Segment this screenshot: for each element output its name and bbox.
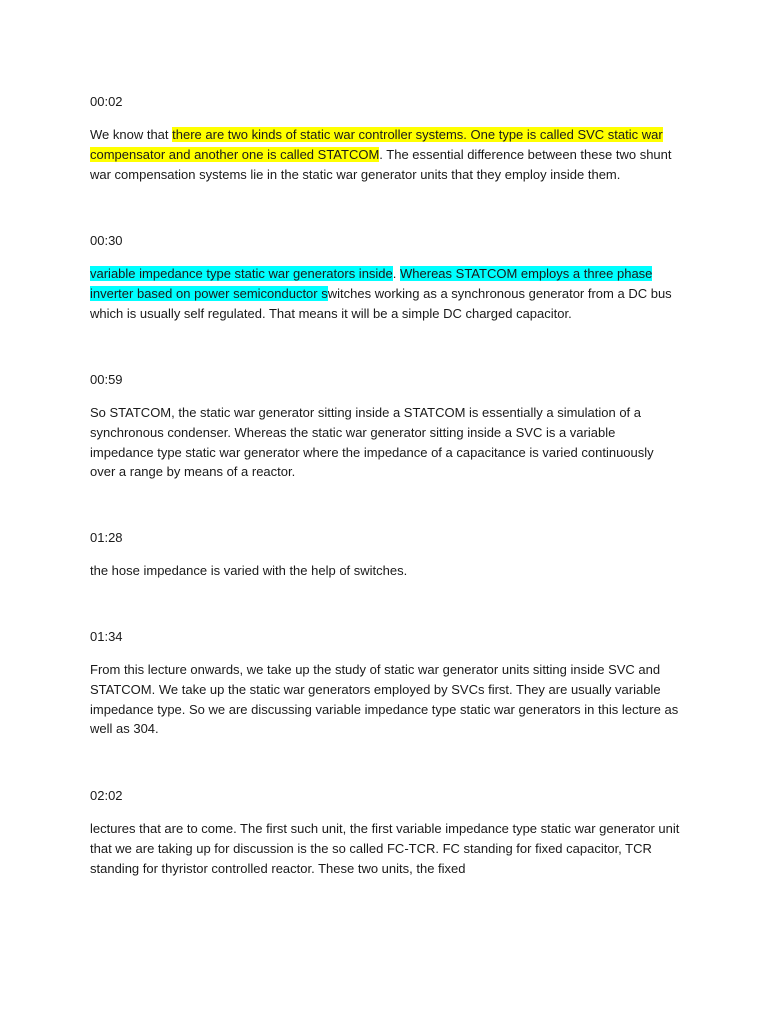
entry-text [90, 819, 680, 878]
timestamp: 00:59 [90, 372, 123, 387]
text-span: So STATCOM, the static war generator sitting inside a STATCOM is essentially a simulation of a synchronous condenser. Whereas the static war generator sitting inside a SVC is a variable impedance type static war generator where the impedance of a capacitance is varied continuously over a range by means of a reactor. [90, 405, 654, 480]
transcript-entry [90, 528, 407, 581]
timestamp: 01:28 [90, 530, 123, 545]
highlighted-text-cyan: variable impedance type static war generators inside [90, 266, 393, 281]
text-span: . The essential difference between these two shunt war compensation systems lie in the static war generator units that they employ inside them. [90, 146, 672, 182]
transcript-entry [90, 786, 680, 878]
text-span: witches working as a synchronous generator from a DC bus which is usually self regulated. That means it will be a simple DC charged capacitor. [90, 285, 672, 321]
entry-text [90, 561, 407, 581]
entry-text [90, 403, 680, 482]
text-span: . [392, 266, 401, 281]
entry-text [90, 660, 680, 739]
timestamp: 00:30 [90, 233, 123, 248]
transcript-entry [90, 627, 680, 739]
text-span: lectures that are to come. The first such unit, the first variable impedance type static war generator unit that we are taking up for discussion is the so called FC-TCR. FC standing for fixed capacitor, TCR standing for thyristor controlled reactor. These two units, the fixed [90, 821, 680, 876]
transcript-entry [90, 231, 680, 323]
text-span: We know that [90, 127, 173, 142]
highlighted-text-cyan: Whereas STATCOM employs a three phase inverter based on power semiconductor s [90, 266, 653, 301]
highlighted-text-yellow: there are two kinds of static war controller systems. One type is called SVC static war compensator and another one is called STATCOM [90, 127, 663, 162]
entry-text [90, 264, 680, 323]
text-span: From this lecture onwards, we take up the study of static war generator units sitting inside SVC and STATCOM. We take up the static war generators employed by SVCs first. They are usually variable impedance type. So we are discussing variable impedance type static war generators in this lecture as well as 304. [90, 662, 679, 737]
timestamp: 00:02 [90, 94, 123, 109]
timestamp: 02:02 [90, 788, 123, 803]
entry-text [90, 125, 680, 184]
transcript-entry [90, 92, 680, 184]
text-span: the hose impedance is varied with the help of switches. [90, 563, 408, 578]
timestamp: 01:34 [90, 629, 123, 644]
transcript-entry [90, 370, 680, 482]
